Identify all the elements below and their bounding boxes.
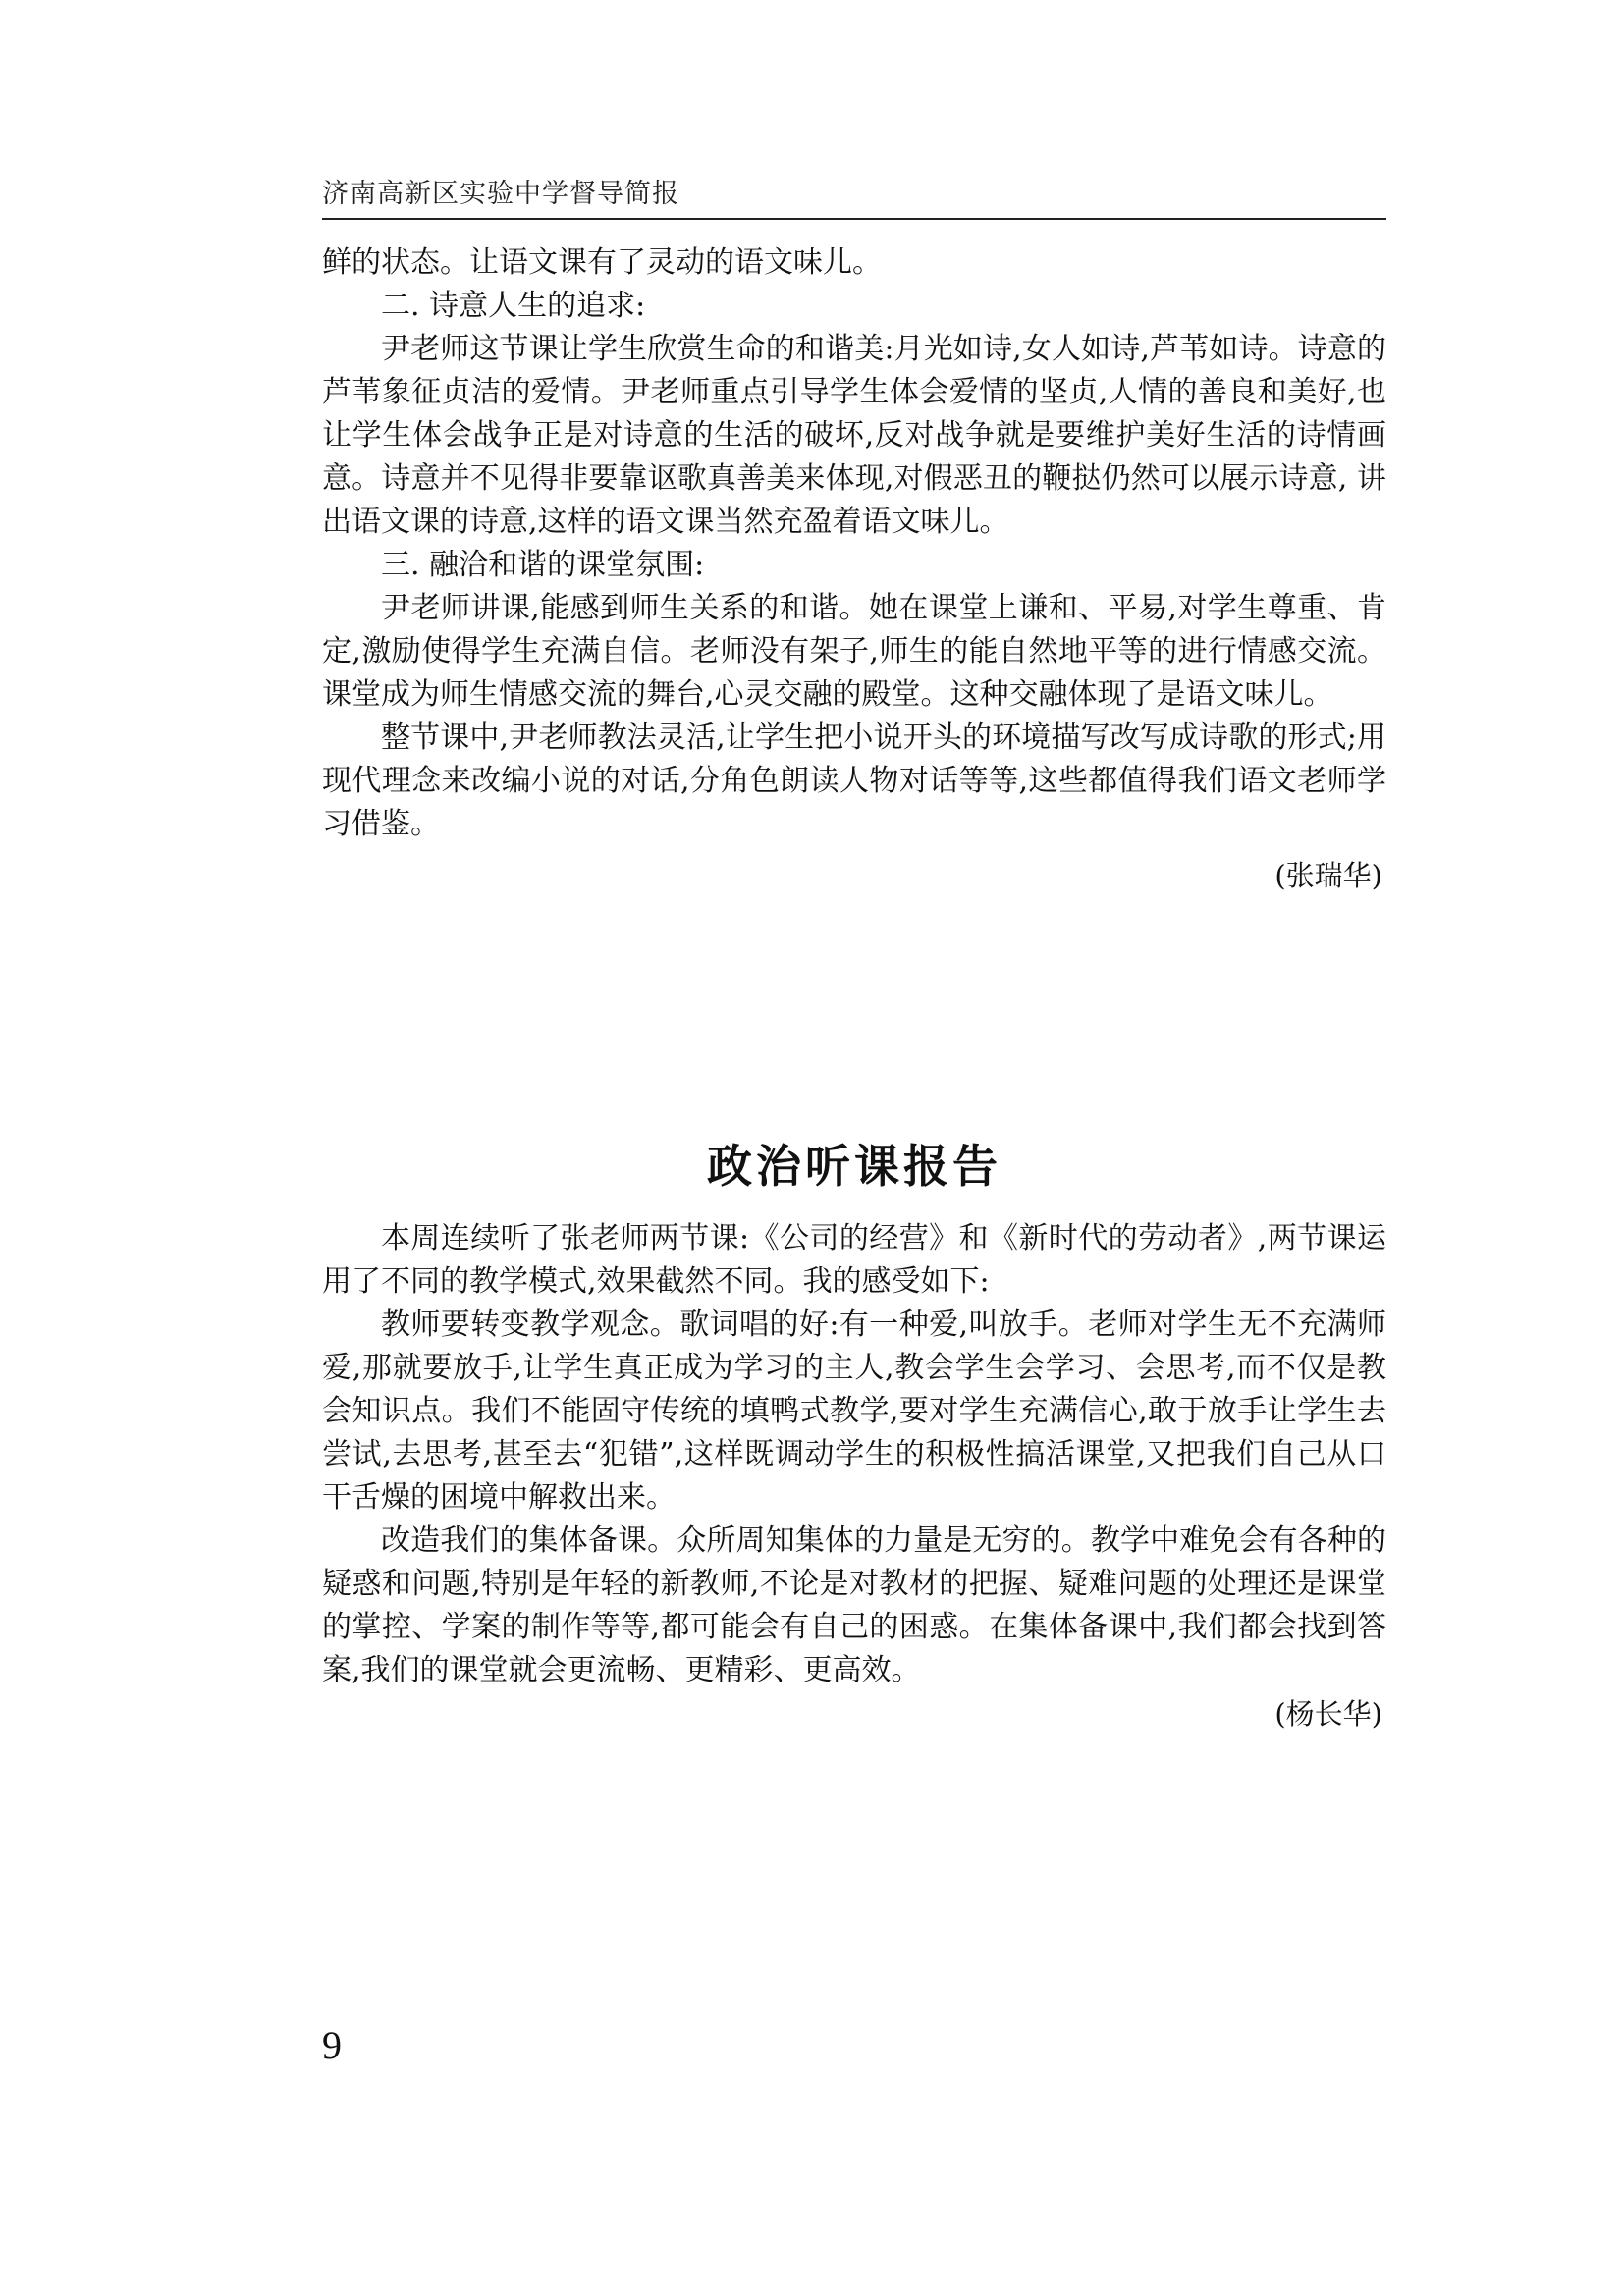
article-continuation — [322, 241, 1386, 897]
paragraph: 尹老师讲课,能感到师生关系的和谐。她在课堂上谦和、平易,对学生尊重、肯定,激励使得学生充满自信。老师没有架子,师生的能自然地平等的进行情感交流。课堂成为师生情感交流的舞台,心灵交融的殿堂。这种交融体现了是语文味儿。 — [322, 591, 1386, 712]
author-signature: (杨长华) — [1274, 1697, 1382, 1731]
page-number: 9 — [322, 2023, 342, 2067]
paragraph: 本周连续听了张老师两节课:《公司的经营》和《新时代的劳动者》,两节课运用了不同的教学模式,效果截然不同。我的感受如下: — [322, 1221, 1386, 1299]
paragraph: 鲜的状态。让语文课有了灵动的语文味儿。 — [322, 245, 882, 280]
section-heading: 三. 融洽和谐的课堂氛围: — [381, 548, 705, 582]
header-title: 济南高新区实验中学督导简报 — [322, 179, 679, 209]
author-signature: (张瑞华) — [1274, 859, 1382, 892]
article-title: 政治听课报告 — [707, 1140, 1001, 1193]
section-heading: 二. 诗意人生的追求: — [381, 289, 646, 323]
page-header — [322, 167, 1386, 220]
article-body — [322, 1217, 1386, 1735]
paragraph: 尹老师这节课让学生欣赏生命的和谐美:月光如诗,女人如诗,芦苇如诗。诗意的芦苇象征贞洁的爱情。尹老师重点引导学生体会爱情的坚贞,人情的善良和美好,也让学生体会战争正是对诗意的生活的破坏,反对战争就是要维护美好生活的诗情画意。诗意并不见得非要靠讴歌真善美来体现,对假恶丑的鞭挞仍然可以展示诗意, 讲出语文课的诗意,这样的语文课当然充盈着语文味儿。 — [322, 332, 1386, 539]
paragraph: 教师要转变教学观念。歌词唱的好:有一种爱,叫放手。老师对学生无不充满师爱,那就要放手,让学生真正成为学习的主人,教会学生会学习、会思考,而不仅是教会知识点。我们不能固守传统的填鸭式教学,要对学生充满信心,敢于放手让学生去尝试,去思考,甚至去“犯错”,这样既调动学生的积极性搞活课堂,又把我们自己从口干舌燥的困境中解救出来。 — [322, 1308, 1386, 1515]
paragraph: 整节课中,尹老师教法灵活,让学生把小说开头的环境描写改写成诗歌的形式;用现代理念来改编小说的对话,分角色朗读人物对话等等,这些都值得我们语文老师学习借鉴。 — [322, 721, 1386, 841]
paragraph: 改造我们的集体备课。众所周知集体的力量是无穷的。教学中难免会有各种的疑惑和问题,特别是年轻的新教师,不论是对教材的把握、疑难问题的处理还是课堂的掌控、学案的制作等等,都可能会有自己的困惑。在集体备课中,我们都会找到答案,我们的课堂就会更流畅、更精彩、更高效。 — [322, 1523, 1386, 1687]
